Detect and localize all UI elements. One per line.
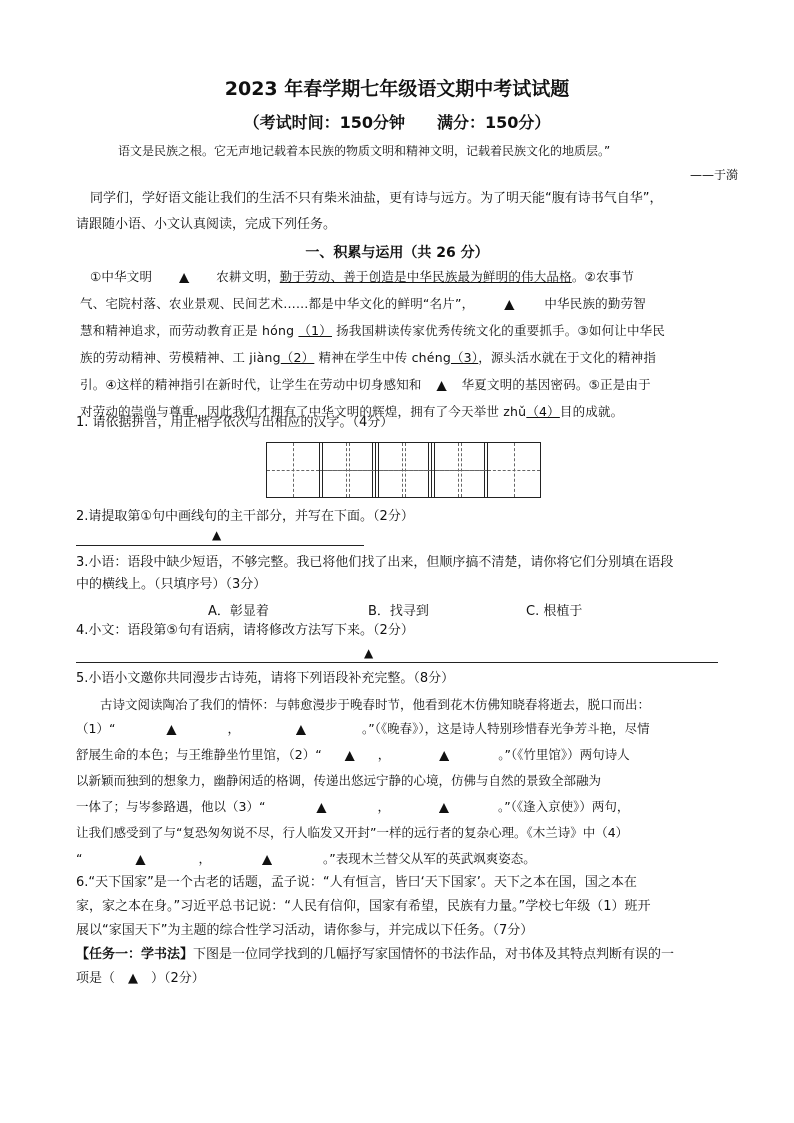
- question-6-line-3: 展以“家国天下”为主题的综合性学习活动，请你参与，并完成以下任务。（7分）: [76, 923, 534, 938]
- option-a: A．彰显着: [208, 604, 269, 619]
- q5-line-7: “ ▲ ， ▲ 。”表现木兰替父从军的英武飒爽姿态。: [76, 851, 536, 866]
- q5-line-1: 古诗文阅读陶冶了我们的情怀：与韩愈漫步于晚春时节，他看到花木仿佛知晓春将逝去，脱口而出：: [100, 697, 651, 712]
- question-4: 4.小文：语段第⑤句有语病，请将修改方法写下来。（2分）: [76, 623, 414, 638]
- answer-line-q4[interactable]: [76, 662, 718, 663]
- poem-blank: ▲: [344, 747, 355, 762]
- blank-1: ▲: [179, 269, 190, 284]
- grid-cell[interactable]: [434, 442, 488, 498]
- grid-cell[interactable]: [487, 442, 541, 498]
- question-3-line-2: 中的横线上。（只填序号）（3分）: [76, 577, 267, 592]
- poem-blank: ▲: [262, 851, 272, 866]
- grid-cell[interactable]: [322, 442, 376, 498]
- question-1: 1. 请依据拼音，用正楷字依次写出相应的汉字。（4分）: [76, 415, 394, 430]
- exam-info: （考试时间：150分钟 满分：150分）: [243, 113, 551, 132]
- answer-line-q2[interactable]: [76, 545, 364, 546]
- poem-blank: ▲: [135, 851, 146, 866]
- question-5: 5.小语小文邀你共同漫步古诗苑，请将下列语段补充完整。（8分）: [76, 671, 455, 686]
- poem-blank: ▲: [439, 747, 450, 762]
- passage-line-5: 引。④这样的精神指引在新时代，让学生在劳动中切身感知和 ▲ 华夏文明的基因密码。⑤正是由于: [80, 377, 651, 392]
- grid-cell[interactable]: [266, 442, 320, 498]
- passage-line-4: 族的劳动精神、劳模精神、工 jiàng（2） 精神在学生中传 chéng（3），源头活水就在于文化的精神指: [80, 350, 657, 365]
- answer-mark-q4: ▲: [364, 646, 374, 660]
- answer-mark-q2: ▲: [212, 528, 222, 542]
- poem-blank: ▲: [316, 799, 327, 814]
- task-label: 【任务一：学书法】: [76, 947, 194, 962]
- grid-group-right: [434, 442, 541, 498]
- q5-line-2: （1）“ ▲ ， ▲ 。”（《晚春》），这是诗人特别珍惜春光争芳斗艳，尽情: [76, 721, 650, 736]
- option-c: C. 根植于: [526, 604, 583, 619]
- epigraph-author: ——于漪: [690, 168, 739, 182]
- blank-2: ▲: [504, 296, 515, 311]
- grid-cell[interactable]: [378, 442, 432, 498]
- q5-line-3: 舒展生命的本色；与王维静坐竹里馆，（2）“ ▲ ， ▲ 。”（《竹里馆》）两句诗人: [76, 747, 630, 762]
- question-6-task-1: 【任务一：学书法】下图是一位同学找到的几幅抒写家国情怀的书法作品，对书体及其特点判断有误的一: [76, 947, 675, 962]
- poem-blank: ▲: [166, 721, 177, 736]
- epigraph-quote: 语文是民族之根。它无声地记载着本民族的物质文明和精神文明，记载着民族文化的地质层。”: [118, 144, 611, 158]
- q5-line-4: 以新颖而独到的想象力，幽静闲适的格调，传递出悠远宁静的心境，仿佛与自然的景致全部融为: [76, 773, 602, 788]
- question-6-line-5: 项是（ ▲ ）（2分）: [76, 971, 205, 986]
- poem-blank: ▲: [439, 799, 449, 814]
- page-title: 2023 年春学期七年级语文期中考试试题: [224, 78, 570, 100]
- option-b: B．找寻到: [368, 604, 429, 619]
- passage-line-2: 气、宅院村落、农业景观、民间艺术……都是中华文化的鲜明“名片”， ▲ 中华民族的勤劳智: [80, 296, 646, 311]
- q5-line-6: 让我们感受到了与“复恐匆匆说不尽，行人临发又开封”一样的远行者的复杂心理。《木兰诗》中（4）: [76, 825, 629, 840]
- intro-line-2: 请跟随小语、小文认真阅读，完成下列任务。: [76, 217, 337, 232]
- passage-line-6: 对劳动的崇尚与尊重，因此我们才拥有了中华文明的辉煌，拥有了今天举世 zhǔ（4）目的成就。: [80, 404, 624, 419]
- question-2: 2.请提取第①句中画线句的主干部分，并写在下面。（2分）: [76, 509, 414, 524]
- blank-3: ▲: [436, 377, 447, 392]
- q5-line-5: 一体了；与岑参路遇，他以（3）“ ▲ ， ▲ 。”（《逢入京使》）两句，: [76, 799, 630, 814]
- passage-line-1: ①中华文明 ▲ 农耕文明，勤于劳动、善于创造是中华民族最为鲜明的伟大品格。②农事节: [90, 269, 635, 284]
- underlined-sentence: 勤于劳动、善于创造是中华民族最为鲜明的伟大品格: [279, 269, 572, 284]
- intro-line-1: 同学们，学好语文能让我们的生活不只有柴米油盐，更有诗与远方。为了明天能“腹有诗书气自华”，: [90, 191, 663, 206]
- question-6-line-2: 家，家之本在身。”习近平总书记说：“人民有信仰，国家有希望，民族有力量。”学校七年级（1）班开: [76, 899, 651, 914]
- section-heading: 一、积累与运用（共 26 分）: [305, 245, 489, 261]
- passage-line-3: 慧和精神追求，而劳动教育正是 hóng （1） 扬我国耕读传家优秀传统文化的重要抓手。③如何让中华民: [80, 323, 666, 338]
- question-6-line-1: 6.“天下国家”是一个古老的话题，孟子说：“人有恒言，皆曰‘天下国家’。天下之本在国，国之本在: [76, 875, 637, 890]
- poem-blank: ▲: [296, 721, 306, 736]
- question-3-line-1: 3.小语：语段中缺少短语，不够完整。我已将他们找了出来，但顺序搞不清楚，请你将它们分别填在语段: [76, 555, 674, 570]
